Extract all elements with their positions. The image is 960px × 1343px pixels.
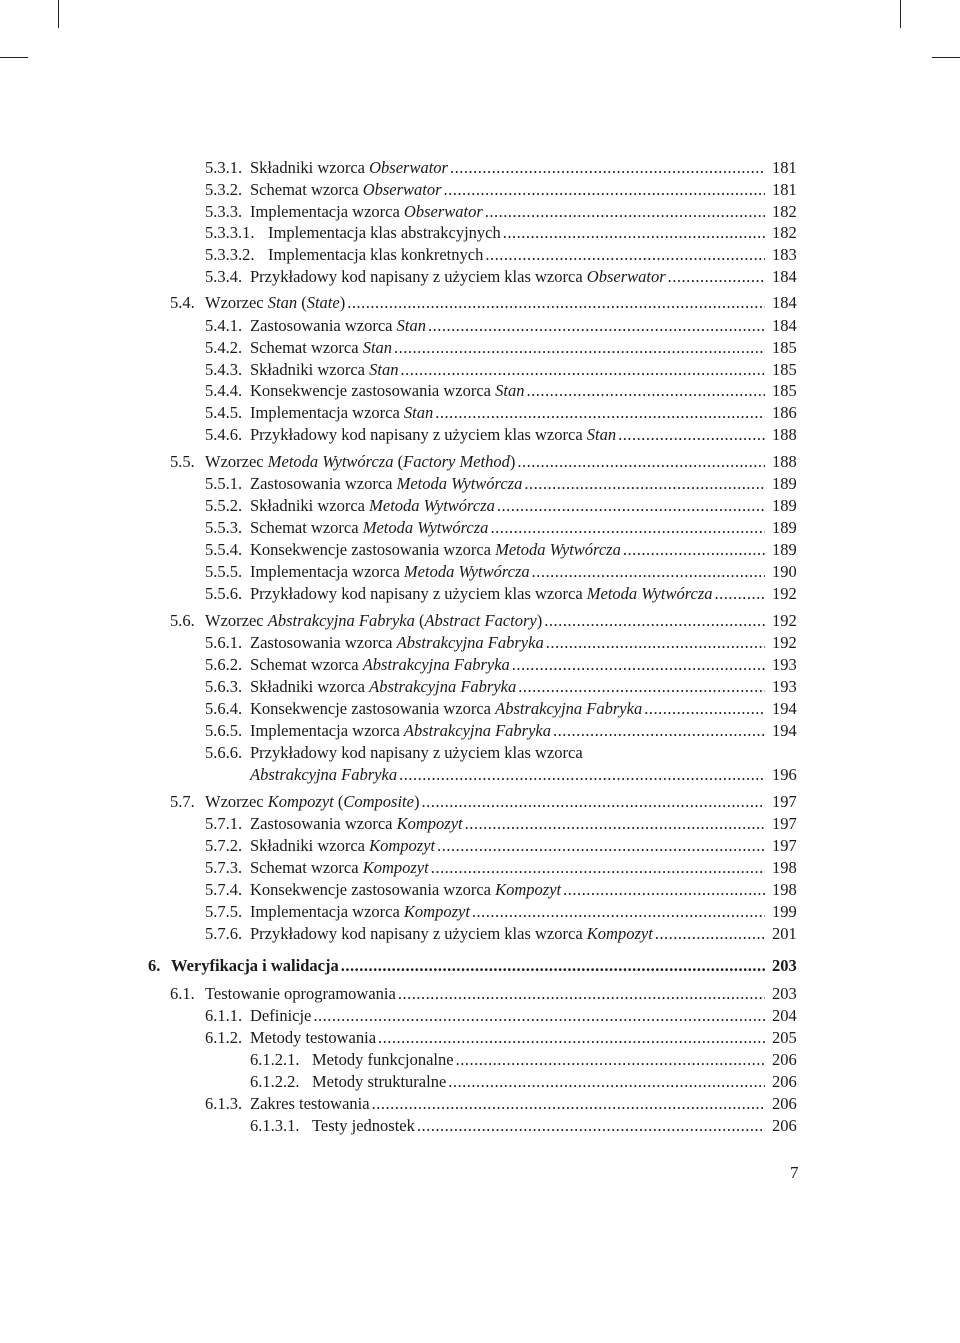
crop-mark: [932, 57, 960, 58]
toc-entry-title: Zastosowania wzorca Abstrakcyjna Fabryka: [250, 633, 544, 652]
toc-entry-page: 189: [772, 518, 797, 537]
toc-entry-title: Zastosowania wzorca Stan: [250, 316, 426, 335]
toc-entry-title: Składniki wzorca Stan: [250, 360, 399, 379]
toc-entry-page: 182: [772, 202, 797, 221]
leader-dots: [313, 1006, 765, 1026]
toc-entry-title: Schemat wzorca Obserwator: [250, 180, 442, 199]
toc-entry-page: 193: [772, 677, 797, 696]
leader-dots: [437, 836, 765, 856]
toc-entry-title: Metody funkcjonalne: [312, 1050, 454, 1069]
leader-dots: [450, 158, 765, 178]
toc-entry-number: 6.1.2.1.: [250, 1050, 300, 1069]
toc-entry-title: Implementacja klas abstrakcyjnych: [268, 223, 501, 242]
toc-entry-number: 5.6.5.: [205, 721, 243, 740]
leader-dots: [668, 267, 765, 287]
toc-entry-title: Implementacja klas konkretnych: [268, 245, 484, 264]
leader-dots: [503, 223, 765, 243]
toc-entry-page: 184: [772, 293, 797, 312]
toc-entry-title: Konsekwencje zastosowania wzorca Metoda Wytwórcza: [250, 540, 621, 559]
toc-entry-number: 6.1.2.2.: [250, 1072, 300, 1091]
toc-entry-page: 186: [772, 403, 797, 422]
leader-dots: [512, 655, 765, 675]
leader-dots: [485, 202, 765, 222]
leader-dots: [400, 360, 765, 380]
leader-dots: [553, 721, 765, 741]
toc-entry-title: Implementacja wzorca Metoda Wytwórcza: [250, 562, 530, 581]
toc-entry-title: Przykładowy kod napisany z użyciem klas wzorca: [250, 743, 583, 762]
toc-entry-number: 5.5.5.: [205, 562, 243, 581]
toc-entry-title: Przykładowy kod napisany z użyciem klas wzorca Stan: [250, 425, 617, 444]
toc-entry-number: 5.7.4.: [205, 880, 243, 899]
leader-dots: [398, 984, 765, 1004]
toc-entry-title: Schemat wzorca Kompozyt: [250, 858, 429, 877]
toc-entry-page: 190: [772, 562, 797, 581]
toc-entry-page: 182: [772, 223, 797, 242]
leader-dots: [490, 518, 765, 538]
toc-entry-number: 6.1.2.: [205, 1028, 243, 1047]
toc-entry-page: 204: [772, 1006, 797, 1025]
leader-dots: [526, 381, 765, 401]
toc-entry-title: Schemat wzorca Stan: [250, 338, 393, 357]
toc-entry-page: 198: [772, 880, 797, 899]
toc-entry-title: Weryfikacja i walidacja: [171, 956, 339, 975]
toc-entry-page: 189: [772, 540, 797, 559]
toc-entry-page: 189: [772, 496, 797, 515]
toc-entry-title: Wzorzec Stan (State): [205, 293, 346, 312]
toc-entry-page: 197: [772, 814, 797, 833]
toc-entry-title: Implementacja wzorca Stan: [250, 403, 434, 422]
crop-mark: [0, 57, 28, 58]
toc-entry-title: Składniki wzorca Obserwator: [250, 158, 448, 177]
toc-entry-title: Testy jednostek: [312, 1116, 415, 1135]
leader-dots: [623, 540, 765, 560]
toc-entry-title: Zastosowania wzorca Kompozyt: [250, 814, 463, 833]
toc-entry-number: 5.6.1.: [205, 633, 243, 652]
toc-entry-page: 185: [772, 381, 797, 400]
toc-entry-title: Składniki wzorca Abstrakcyjna Fabryka: [250, 677, 517, 696]
leader-dots: [417, 1116, 765, 1136]
toc-entry-page: 181: [772, 180, 797, 199]
toc-entry-page: 181: [772, 158, 797, 177]
toc-entry-page: 197: [772, 792, 797, 811]
toc-entry-number: 5.4.3.: [205, 360, 243, 379]
toc-entry-number: 5.4.1.: [205, 316, 243, 335]
toc-entry-page: 188: [772, 452, 797, 471]
toc-entry-number: 5.4.6.: [205, 425, 243, 444]
leader-dots: [399, 765, 765, 785]
leader-dots: [472, 902, 765, 922]
leader-dots: [644, 699, 765, 719]
toc-entry-number: 5.7.: [170, 792, 195, 811]
toc-entry-title: Konsekwencje zastosowania wzorca Kompozyt: [250, 880, 562, 899]
toc-entry-title: Składniki wzorca Metoda Wytwórcza: [250, 496, 495, 515]
toc-entry-page: 203: [772, 956, 797, 975]
toc-entry-page: 199: [772, 902, 797, 921]
toc-entry-number: 6.1.3.: [205, 1094, 243, 1113]
toc-entry-number: 5.5.4.: [205, 540, 243, 559]
toc-entry-page: 189: [772, 474, 797, 493]
toc-entry-page: 201: [772, 924, 797, 943]
toc-entry-page: 183: [772, 245, 797, 264]
toc-entry-title: Implementacja wzorca Abstrakcyjna Fabryka: [250, 721, 552, 740]
toc-entry-number: 5.5.: [170, 452, 195, 471]
toc-entry-number: 6.1.1.: [205, 1006, 243, 1025]
toc-entry-number: 5.3.1.: [205, 158, 243, 177]
toc-entry-title: Implementacja wzorca Kompozyt: [250, 902, 470, 921]
toc-entry-page: 192: [772, 584, 797, 603]
leader-dots: [563, 880, 765, 900]
toc-entry-number: 5.7.2.: [205, 836, 243, 855]
toc-entry-number: 5.3.4.: [205, 267, 243, 286]
toc-entry-page: 185: [772, 338, 797, 357]
toc-entry-number: 5.6.3.: [205, 677, 243, 696]
toc-entry-number: 5.6.: [170, 611, 195, 630]
toc-entry-page: 197: [772, 836, 797, 855]
toc-entry-page: 184: [772, 316, 797, 335]
leader-dots: [497, 496, 765, 516]
toc-entry-page: 196: [772, 765, 797, 784]
toc-entry-number: 5.5.2.: [205, 496, 243, 515]
crop-mark: [900, 0, 901, 28]
toc-entry-number: 5.7.6.: [205, 924, 243, 943]
toc-entry-number: 6.1.3.1.: [250, 1116, 300, 1135]
leader-dots: [428, 316, 765, 336]
leader-dots: [618, 425, 765, 445]
toc-entry-number: 5.6.4.: [205, 699, 243, 718]
toc-entry-title: Wzorzec Metoda Wytwórcza (Factory Method): [205, 452, 516, 471]
toc-entry-title: Zakres testowania: [250, 1094, 370, 1113]
leader-dots: [435, 403, 765, 423]
toc-entry-number: 5.3.3.2.: [205, 245, 255, 264]
toc-entry-number: 5.4.: [170, 293, 195, 312]
toc-entry-page: 184: [772, 267, 797, 286]
leader-dots: [655, 924, 765, 944]
toc-entry-title: Testowanie oprogramowania: [205, 984, 396, 1003]
toc-entry-number: 5.7.5.: [205, 902, 243, 921]
toc-entry-title: Schemat wzorca Metoda Wytwórcza: [250, 518, 489, 537]
toc-entry-title: Metody strukturalne: [312, 1072, 447, 1091]
toc-entry-title: Przykładowy kod napisany z użyciem klas wzorca Kompozyt: [250, 924, 653, 943]
toc-entry-page: 193: [772, 655, 797, 674]
toc-entry-number: 5.5.3.: [205, 518, 243, 537]
toc-entry-page: 194: [772, 721, 797, 740]
toc-entry-page: 206: [772, 1072, 797, 1091]
leader-dots: [378, 1028, 765, 1048]
leader-dots: [431, 858, 765, 878]
leader-dots: [444, 180, 765, 200]
toc-entry-page: 203: [772, 984, 797, 1003]
toc-entry-title: Metody testowania: [250, 1028, 377, 1047]
toc-entry-number: 5.3.3.1.: [205, 223, 255, 242]
leader-dots: [341, 956, 765, 976]
toc-entry-number: 5.6.2.: [205, 655, 243, 674]
leader-dots: [421, 792, 765, 812]
toc-entry-number: 5.6.6.: [205, 743, 243, 762]
toc-entry-page: 206: [772, 1094, 797, 1113]
leader-dots: [394, 338, 765, 358]
leader-dots: [347, 293, 765, 313]
leader-dots: [715, 584, 765, 604]
page-number: 7: [790, 1163, 799, 1182]
toc-entry-number: 5.4.4.: [205, 381, 243, 400]
toc-entry-page: 198: [772, 858, 797, 877]
leader-dots: [544, 611, 765, 631]
toc-entry-title: Przykładowy kod napisany z użyciem klas wzorca Metoda Wytwórcza: [250, 584, 713, 603]
leader-dots: [456, 1050, 765, 1070]
toc-entry-title: Przykładowy kod napisany z użyciem klas wzorca Obserwator: [250, 267, 666, 286]
leader-dots: [518, 677, 765, 697]
toc-entry-page: 194: [772, 699, 797, 718]
toc-entry-title: Schemat wzorca Abstrakcyjna Fabryka: [250, 655, 510, 674]
leader-dots: [485, 245, 765, 265]
toc-entry-title: Wzorzec Abstrakcyjna Fabryka (Abstract Factory): [205, 611, 543, 630]
toc-entry-number: 5.4.2.: [205, 338, 243, 357]
toc-entry-title: Zastosowania wzorca Metoda Wytwórcza: [250, 474, 523, 493]
leader-dots: [465, 814, 765, 834]
toc-entry-page: 188: [772, 425, 797, 444]
toc-entry-number: 5.7.1.: [205, 814, 243, 833]
toc-entry-number: 5.3.2.: [205, 180, 243, 199]
toc-entry-title: Definicje: [250, 1006, 312, 1025]
toc-entry-page: 206: [772, 1116, 797, 1135]
toc-entry-title: Wzorzec Kompozyt (Composite): [205, 792, 420, 811]
toc-entry-number: 5.5.6.: [205, 584, 243, 603]
toc-entry-number: 5.7.3.: [205, 858, 243, 877]
toc-entry-title-continued: Abstrakcyjna Fabryka: [250, 765, 398, 784]
toc-entry-page: 205: [772, 1028, 797, 1047]
leader-dots: [517, 452, 765, 472]
leader-dots: [546, 633, 765, 653]
leader-dots: [532, 562, 765, 582]
toc-entry-number: 5.3.3.: [205, 202, 243, 221]
toc-entry-page: 206: [772, 1050, 797, 1069]
toc-entry-number: 5.5.1.: [205, 474, 243, 493]
toc-entry-title: Implementacja wzorca Obserwator: [250, 202, 483, 221]
toc-entry-number: 6.: [148, 956, 161, 975]
toc-entry-number: 5.4.5.: [205, 403, 243, 422]
toc-entry-title: Konsekwencje zastosowania wzorca Abstrakcyjna Fabryka: [250, 699, 643, 718]
toc-entry-title: Konsekwencje zastosowania wzorca Stan: [250, 381, 525, 400]
toc-entry-page: 192: [772, 633, 797, 652]
toc-entry-page: 185: [772, 360, 797, 379]
leader-dots: [372, 1094, 765, 1114]
toc-entry-number: 6.1.: [170, 984, 195, 1003]
toc-entry-page: 192: [772, 611, 797, 630]
crop-mark: [58, 0, 59, 28]
leader-dots: [524, 474, 765, 494]
toc-entry-title: Składniki wzorca Kompozyt: [250, 836, 436, 855]
leader-dots: [448, 1072, 765, 1092]
